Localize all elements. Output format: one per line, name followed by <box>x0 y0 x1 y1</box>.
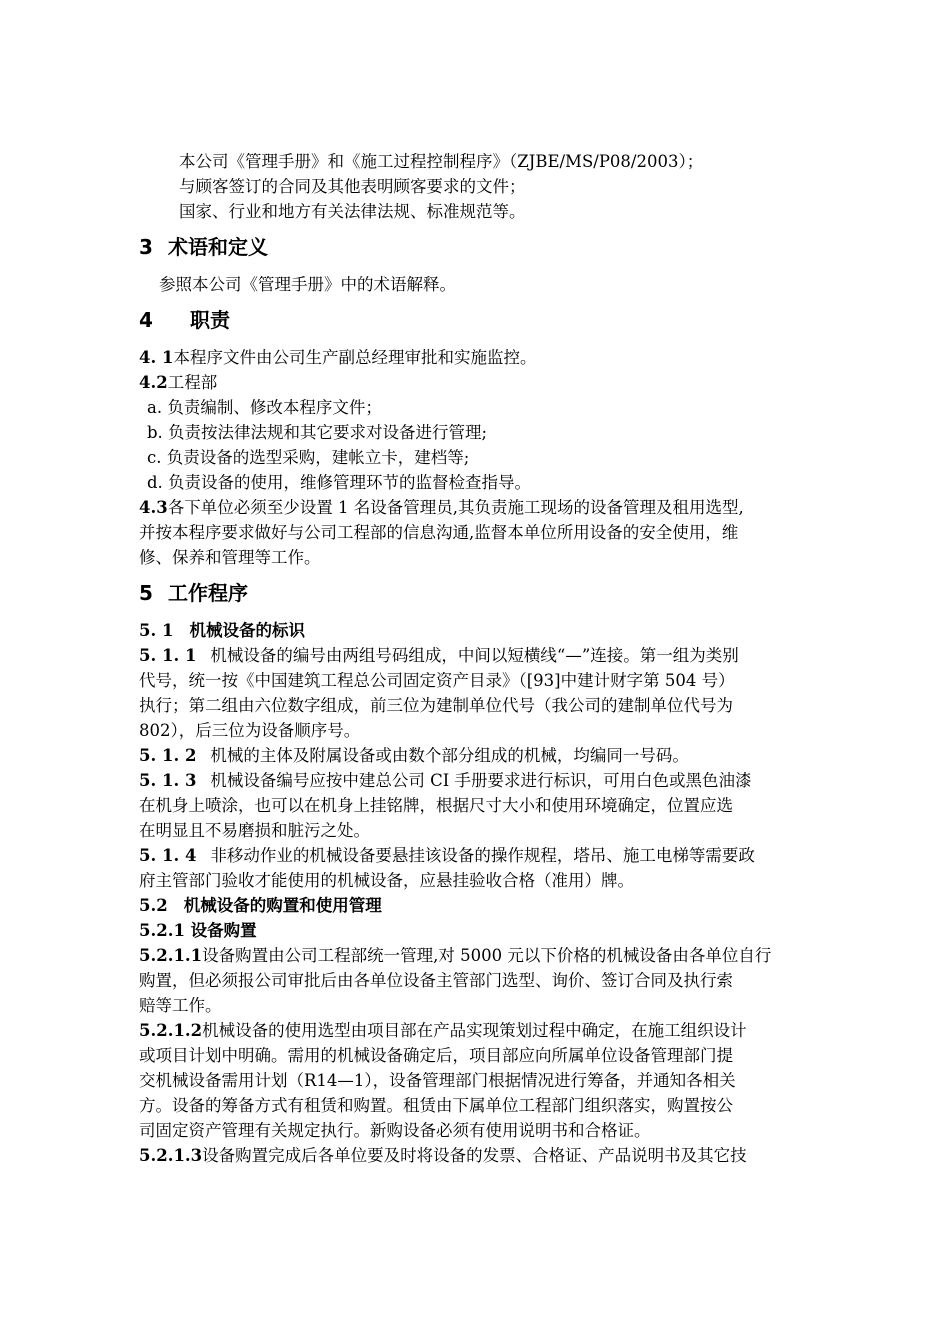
clause-5-1-2 <box>139 743 861 768</box>
section-title: 工作程序 <box>167 581 248 605</box>
subsection-number: 5.2 <box>139 896 168 915</box>
clause-number: 5. 1. 3 <box>139 771 197 790</box>
clause-4-3 <box>139 495 861 520</box>
section-number: 4 <box>139 308 153 332</box>
clause-text: 机械设备编号应按中建总公司 CI 手册要求进行标识，可用白色或黑色油漆 <box>210 771 752 790</box>
list-item: d. 负责设备的使用，维修管理环节的监督检查指导。 <box>147 473 532 492</box>
list-item: b. 负责按法律法规和其它要求对设备进行管理; <box>147 423 488 442</box>
clause-text: 非移动作业的机械设备要悬挂该设备的操作规程，塔吊、施工电梯等需要政 <box>210 846 755 865</box>
subsection-heading-5-1 <box>139 618 861 643</box>
list-item: a. 负责编制、修改本程序文件； <box>147 398 382 417</box>
reference-line: 本公司《管理手册》和《施工过程控制程序》（ZJBE/MS/P08/2003）； <box>179 152 704 171</box>
paragraph-line: 执行；第二组由六位数字组成，前三位为建制单位代号（我公司的建制单位代号为 <box>139 696 733 715</box>
section-title: 职责 <box>189 308 230 332</box>
paragraph-line: 方。设备的筹备方式有租赁和购置。租赁由下属单位工程部门组织落实，购置按公 <box>139 1096 733 1115</box>
subsection-number: 5. 1 <box>139 621 174 640</box>
paragraph-line: 并按本程序要求做好与公司工程部的信息沟通,监督本单位所用设备的安全使用，维 <box>139 523 739 542</box>
document-body <box>139 149 861 1168</box>
clause-text: 机械的主体及附属设备或由数个部分组成的机械，均编同一号码。 <box>210 746 689 765</box>
clause-text: 工程部 <box>167 373 218 392</box>
clause-5-1-1 <box>139 643 861 668</box>
section-number: 3 <box>139 235 153 259</box>
clause-text: 各下单位必须至少设置 1 名设备管理员,其负责施工现场的设备管理及租用选型, <box>167 498 744 517</box>
clause-number: 5.2.1.1 <box>139 946 203 965</box>
clause-5-2-1-2 <box>139 1018 861 1043</box>
paragraph-line: 修、保养和管理等工作。 <box>139 548 321 567</box>
clause-text: 机械设备的使用选型由项目部在产品实现策划过程中确定，在施工组织设计 <box>202 1021 747 1040</box>
reference-line: 与顾客签订的合同及其他表明顾客要求的文件； <box>179 177 526 196</box>
paragraph-line: 或项目计划中明确。需用的机械设备确定后，项目部应向所属单位设备管理部门提 <box>139 1046 733 1065</box>
reference-line: 国家、行业和地方有关法律法规、标准规范等。 <box>179 202 526 221</box>
clause-4-1 <box>139 345 861 370</box>
clause-number: 5. 1. 2 <box>139 746 197 765</box>
subsection-heading-5-2 <box>139 893 861 918</box>
paragraph-line: 府主管部门验收才能使用的机械设备，应悬挂验收合格（准用）牌。 <box>139 871 634 890</box>
section-heading-5 <box>139 578 861 608</box>
clause-text: 设备购置由公司工程部统一管理,对 5000 元以下价格的机械设备由各单位自行 <box>202 946 772 965</box>
section-title: 术语和定义 <box>167 235 268 259</box>
paragraph-line: 在明显且不易磨损和脏污之处。 <box>139 821 370 840</box>
subsection-title: 机械设备的标识 <box>189 621 305 640</box>
clause-text: 机械设备的编号由两组号码组成，中间以短横线“—”连接。第一组为类别 <box>210 646 739 665</box>
subsection-title: 机械设备的购置和使用管理 <box>183 896 382 915</box>
paragraph-line: 代号，统一按《中国建筑工程总公司固定资产目录》（[93]中建计财字第 504 号） <box>139 671 735 690</box>
clause-number: 5.2.1.2 <box>139 1021 203 1040</box>
paragraph-line: 购置，但必须报公司审批后由各单位设备主管部门选型、询价、签订合同及执行索 <box>139 971 733 990</box>
clause-number: 4.2 <box>139 373 168 392</box>
paragraph-line: 在机身上喷涂，也可以在机身上挂铭牌，根据尺寸大小和使用环境确定，位置应选 <box>139 796 733 815</box>
clause-number: 5. 1. 4 <box>139 846 197 865</box>
clause-5-1-4 <box>139 843 861 868</box>
paragraph-line: 赔等工作。 <box>139 996 222 1015</box>
clause-5-1-3 <box>139 768 861 793</box>
list-item: c. 负责设备的选型采购，建帐立卡，建档等; <box>147 448 470 467</box>
clause-text: 设备购置完成后各单位要及时将设备的发票、合格证、产品说明书及其它技 <box>202 1146 747 1165</box>
clause-4-2 <box>139 370 861 395</box>
clause-number: 4. 1 <box>139 348 174 367</box>
paragraph-line: 802），后三位为设备顺序号。 <box>139 721 361 740</box>
clause-text: 本程序文件由公司生产副总经理审批和实施监控。 <box>173 348 537 367</box>
clause-5-2-1-3 <box>139 1143 861 1168</box>
section-number: 5 <box>139 581 153 605</box>
clause-number: 5.2.1.3 <box>139 1146 203 1165</box>
section-heading-4 <box>139 305 861 335</box>
clause-number: 5. 1. 1 <box>139 646 197 665</box>
paragraph: 参照本公司《管理手册》中的术语解释。 <box>159 275 456 294</box>
paragraph-line: 司固定资产管理有关规定执行。新购设备必须有使用说明书和合格证。 <box>139 1121 651 1140</box>
clause-5-2-1-1 <box>139 943 861 968</box>
paragraph-line: 交机械设备需用计划（R14—1），设备管理部门根据情况进行筹备，并通知各相关 <box>139 1071 736 1090</box>
section-heading-3 <box>139 232 861 262</box>
subsection-heading-5-2-1: 5.2.1 设备购置 <box>139 921 257 940</box>
clause-number: 4.3 <box>139 498 168 517</box>
